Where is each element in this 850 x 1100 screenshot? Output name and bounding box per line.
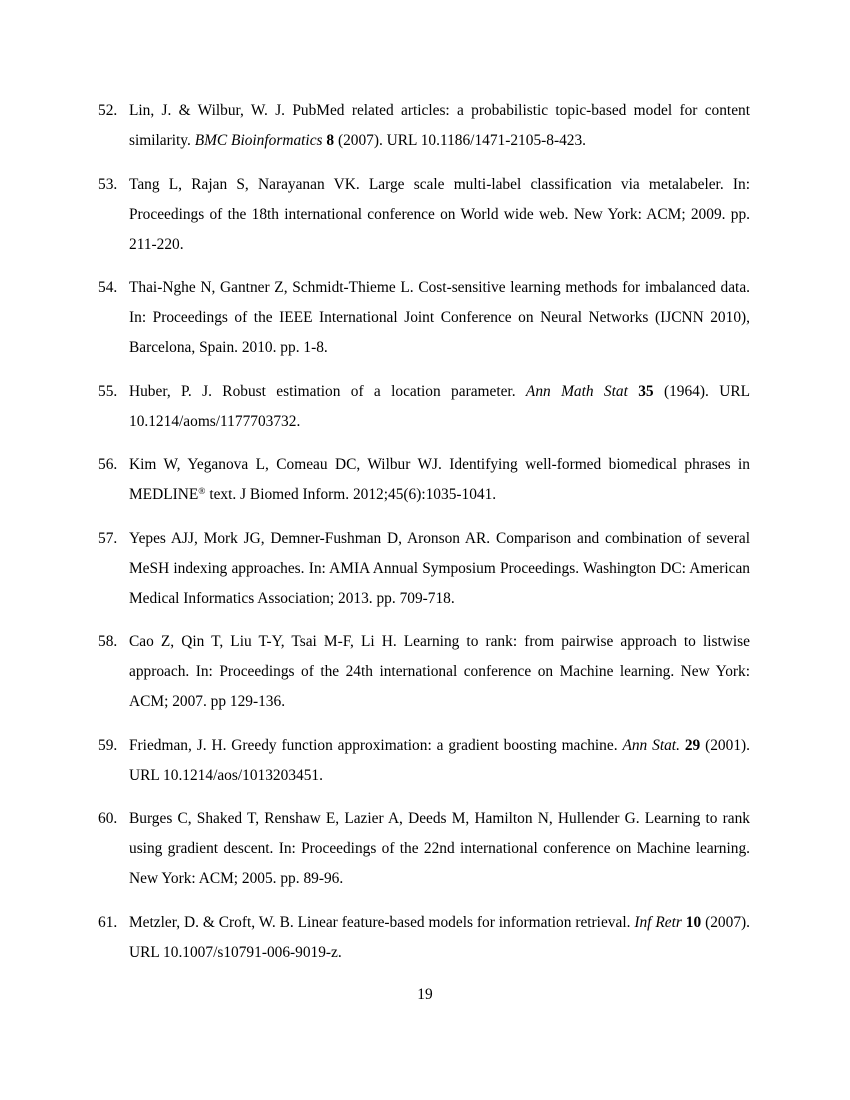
registered-mark: ®: [198, 487, 206, 497]
reference-item: [98, 627, 750, 717]
reference-segment: (2007). URL 10.1007/s10791-006-9019-z.: [129, 913, 750, 961]
reference-item: [98, 731, 750, 791]
reference-item: [98, 96, 750, 156]
reference-segment: text. J Biomed Inform. 2012;45(6):1035-1041.: [205, 486, 497, 503]
reference-segment: (1964). URL 10.1214/aoms/1177703732.: [129, 382, 750, 430]
reference-text: [129, 914, 750, 961]
reference-segment: Tang L, Rajan S, Narayanan VK. Large scale multi-label classification via metalabeler. In: Proceedings of the 18th international conference on World wide web. New York: ACM; 2009. pp. 211-220.: [129, 175, 750, 253]
reference-segment: Kim W, Yeganova L, Comeau DC, Wilbur WJ. Identifying well-formed biomedical phrases in MEDLINE: [129, 456, 750, 503]
reference-item: [98, 804, 750, 894]
reference-text: [129, 176, 750, 253]
page-number: 19: [417, 986, 433, 1003]
reference-text: [129, 737, 750, 784]
reference-number: 55.: [98, 382, 118, 400]
journal-name: Ann Math Stat: [525, 382, 628, 400]
reference-segment: Yepes AJJ, Mork JG, Demner-Fushman D, Aronson AR. Comparison and combination of several MeSH indexing approaches. In: AMIA Annual Symposium Proceedings. Washington DC: American Medical Informatics Association; 2013. pp. 709-718.: [129, 529, 750, 607]
reference-item: [98, 273, 750, 363]
reference-text: [129, 456, 750, 503]
reference-number: 52.: [98, 102, 118, 119]
reference-number: 57.: [98, 529, 118, 547]
volume-number: 10: [685, 913, 702, 931]
volume-number: 8: [326, 132, 335, 149]
journal-name: BMC Bioinformatics: [194, 132, 323, 149]
reference-number: 54.: [98, 279, 118, 296]
journal-name: Ann Stat.: [622, 736, 680, 754]
reference-segment: Burges C, Shaked T, Renshaw E, Lazier A, Deeds M, Hamilton N, Hullender G. Learning to rank using gradient descent. In: Proceedings of the 22nd international conference on Machine learning. New York: ACM; 2005. pp. 89-96.: [129, 810, 750, 887]
reference-text: [129, 383, 750, 430]
journal-name: Inf Retr: [634, 913, 682, 931]
reference-number: 56.: [98, 456, 118, 473]
reference-segment: Huber, P. J. Robust estimation of a location parameter.: [129, 382, 526, 400]
reference-item: [98, 908, 750, 968]
reference-text: [129, 633, 750, 710]
reference-text: [129, 102, 750, 149]
reference-segment: Metzler, D. & Croft, W. B. Linear feature-based models for information retrieval.: [129, 913, 635, 931]
reference-number: 58.: [98, 633, 118, 650]
reference-segment: Lin, J. & Wilbur, W. J. PubMed related articles: a probabilistic topic-based model for content similarity.: [129, 102, 750, 149]
reference-segment: Thai-Nghe N, Gantner Z, Schmidt-Thieme L. Cost-sensitive learning methods for imbalanced data. In: Proceedings of the IEEE International Joint Conference on Neural Networks (IJCNN 2010), Barcelona, Spain. 2010. pp. 1-8.: [129, 279, 750, 356]
reference-number: 60.: [98, 810, 118, 827]
reference-number: 53.: [98, 175, 118, 193]
reference-segment: (2007). URL 10.1186/1471-2105-8-423.: [334, 132, 587, 149]
reference-item: [98, 524, 750, 614]
reference-list: [98, 96, 750, 981]
reference-number: 59.: [98, 736, 118, 754]
volume-number: 35: [638, 382, 654, 400]
reference-segment: Friedman, J. H. Greedy function approximation: a gradient boosting machine.: [129, 736, 623, 754]
reference-text: [129, 530, 750, 607]
volume-number: 29: [684, 736, 701, 754]
reference-text: [129, 279, 750, 356]
reference-segment: [628, 383, 638, 400]
reference-segment: (2001). URL 10.1214/aos/1013203451.: [129, 736, 750, 784]
reference-item: [98, 450, 750, 510]
reference-item: [98, 170, 750, 260]
reference-text: [129, 810, 750, 887]
reference-number: 61.: [98, 913, 118, 931]
reference-segment: Cao Z, Qin T, Liu T-Y, Tsai M-F, Li H. Learning to rank: from pairwise approach to listwise approach. In: Proceedings of the 24th international conference on Machine learning. New York: ACM; 2007. pp 129-136.: [129, 633, 750, 710]
reference-item: [98, 377, 750, 437]
